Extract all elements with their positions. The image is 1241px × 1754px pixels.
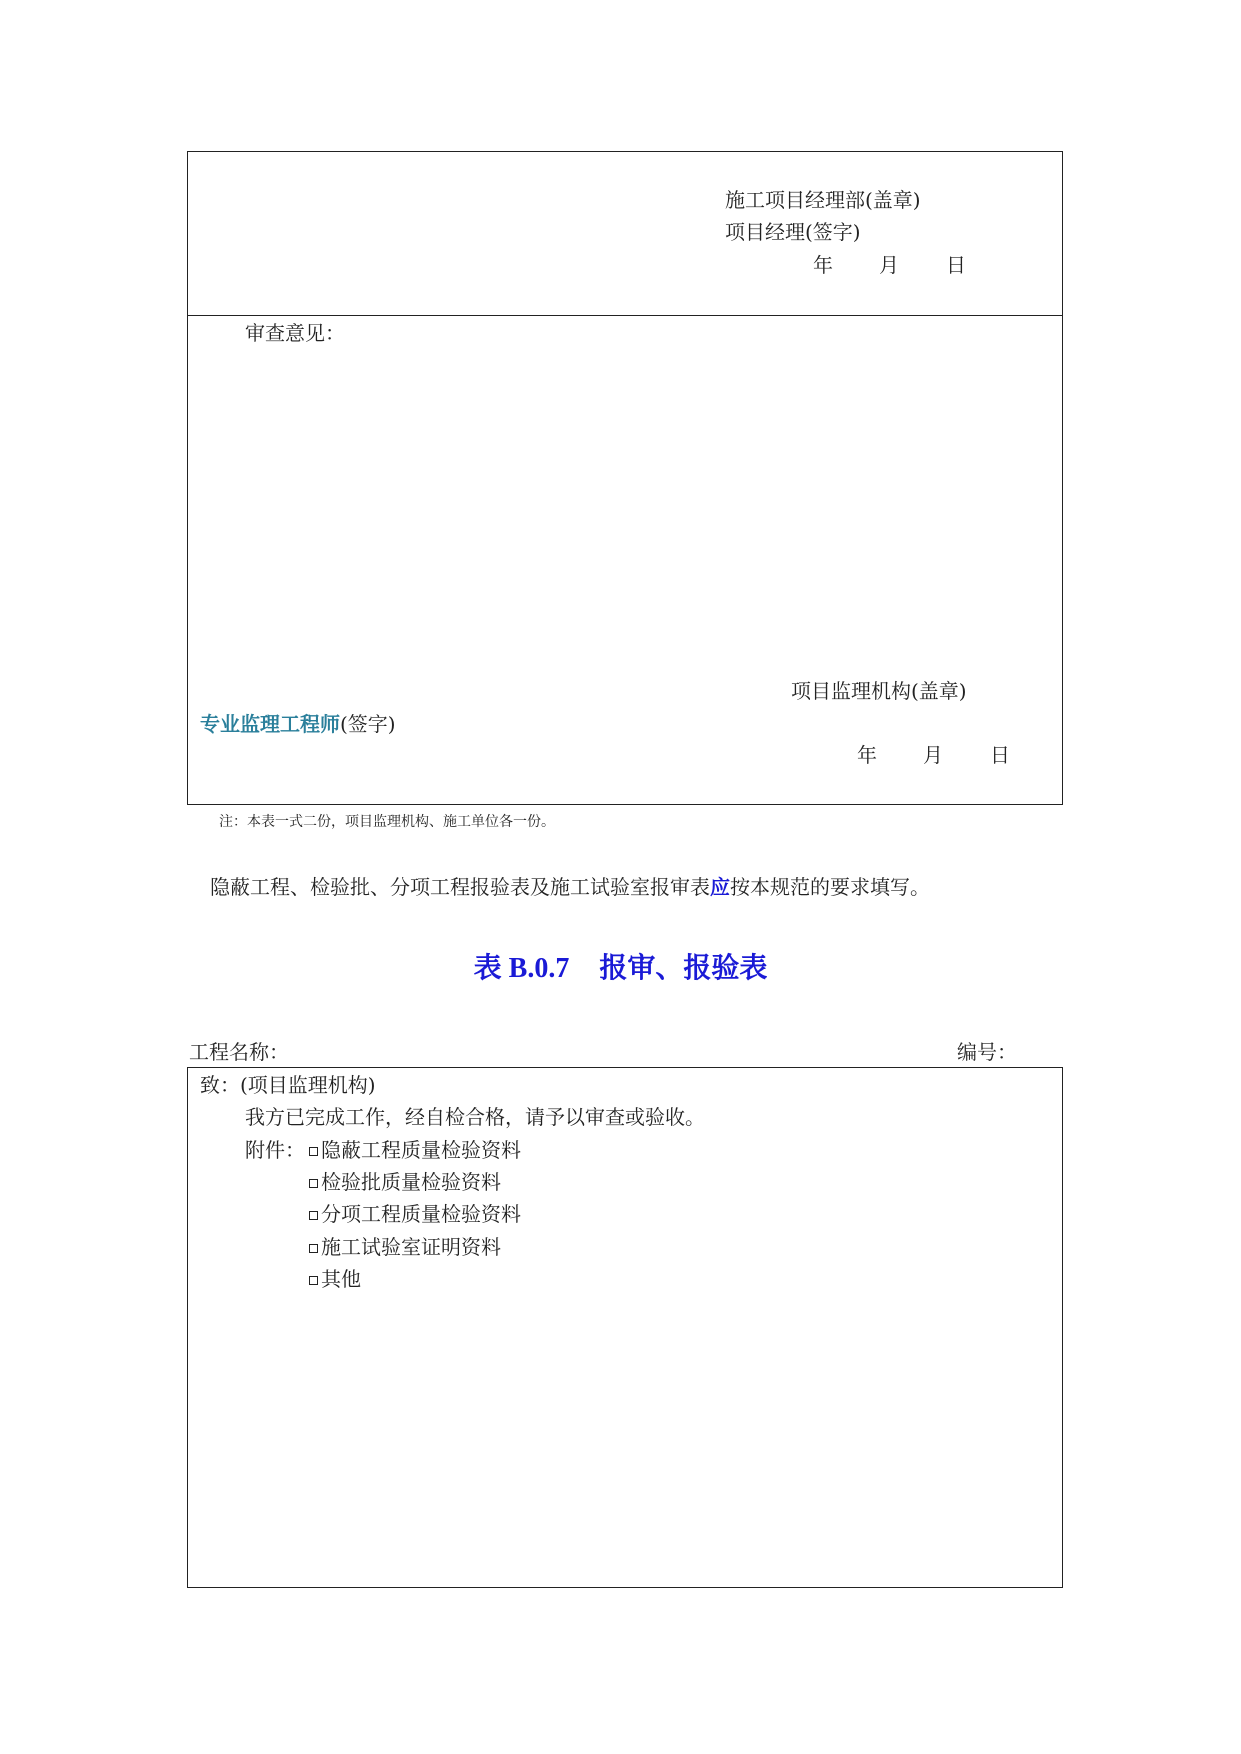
date-month-label: 月	[879, 253, 899, 277]
review-date-day: 日	[990, 743, 1010, 767]
completion-statement: 我方已完成工作，经自检合格，请予以审查或验收。	[245, 1105, 705, 1129]
checkbox[interactable]	[309, 1147, 318, 1156]
table-name: 报审、报验表	[599, 953, 768, 984]
attachments-label: 附件：	[245, 1138, 305, 1162]
engineer-label-suffix: (签字)	[340, 712, 396, 736]
attachment-item[interactable]	[309, 1138, 521, 1162]
body-text-highlight: 应	[710, 875, 730, 899]
review-opinion-box	[187, 315, 1063, 805]
body-paragraph	[210, 875, 930, 899]
attachment-item[interactable]	[309, 1267, 361, 1291]
engineer-label-bold: 专业监理工程师	[200, 712, 340, 736]
attachment-item[interactable]	[309, 1202, 521, 1226]
project-name-label: 工程名称：	[189, 1040, 289, 1064]
table-footnote: 注：本表一式二份，项目监理机构、施工单位各一份。	[219, 814, 555, 830]
attachment-label: 检验批质量检验资料	[321, 1170, 501, 1194]
table-title	[0, 952, 1241, 986]
review-date-month: 月	[923, 743, 943, 767]
contractor-signature-box	[187, 151, 1063, 316]
date-year-label: 年	[813, 253, 833, 277]
date-day-label: 日	[946, 253, 966, 277]
checkbox[interactable]	[309, 1276, 318, 1285]
table-number: 表 B.0.7	[473, 953, 570, 984]
review-date-year: 年	[857, 743, 877, 767]
checkbox[interactable]	[309, 1244, 318, 1253]
body-text-before: 隐蔽工程、检验批、分项工程报验表及施工试验室报审表	[210, 875, 710, 899]
contractor-dept-stamp: 施工项目经理部(盖章)	[725, 188, 921, 212]
inspection-request-box	[187, 1067, 1063, 1588]
addressee-line: 致：(项目监理机构)	[200, 1073, 376, 1097]
checkbox[interactable]	[309, 1211, 318, 1220]
serial-number-label: 编号：	[957, 1040, 1017, 1064]
project-manager-signature: 项目经理(签字)	[725, 220, 861, 244]
attachment-label: 施工试验室证明资料	[321, 1235, 501, 1259]
review-opinion-label: 审查意见：	[245, 321, 345, 345]
checkbox[interactable]	[309, 1179, 318, 1188]
supervision-org-stamp: 项目监理机构(盖章)	[791, 679, 967, 703]
engineer-signature	[200, 712, 396, 736]
body-text-after: 按本规范的要求填写。	[730, 875, 930, 899]
attachment-item[interactable]	[309, 1170, 501, 1194]
attachment-item[interactable]	[309, 1235, 501, 1259]
attachment-label: 隐蔽工程质量检验资料	[321, 1138, 521, 1162]
attachment-label: 分项工程质量检验资料	[321, 1202, 521, 1226]
attachment-label: 其他	[321, 1267, 361, 1291]
